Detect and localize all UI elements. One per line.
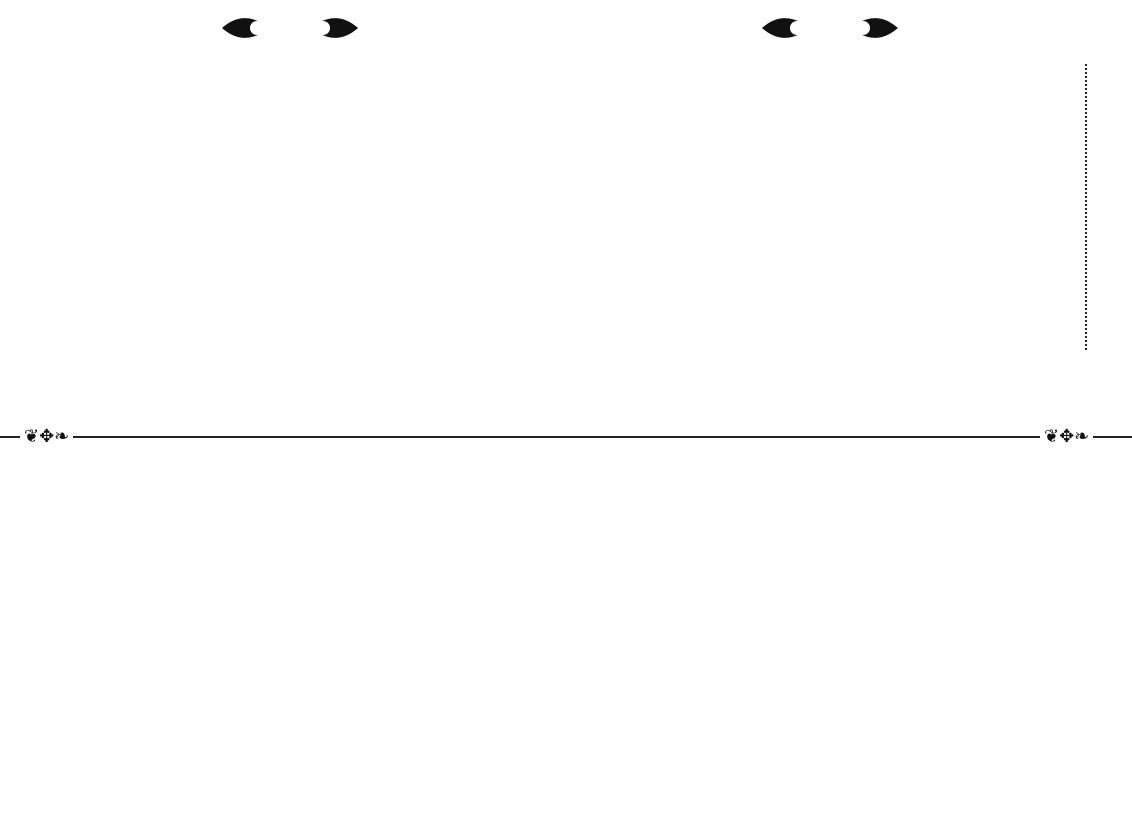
- toc-top-right: [582, 60, 1102, 412]
- toc-top-left: [28, 60, 548, 412]
- title-banner-right: [760, 12, 900, 44]
- toc-entry: [1072, 60, 1102, 412]
- section-divider: [0, 436, 1132, 438]
- toc-bottom-right: [582, 478, 1102, 818]
- flourish-ornament-left: ❦✥❧: [20, 428, 73, 446]
- flourish-ornament-right: ❦✥❧: [1040, 428, 1093, 446]
- leader-dots: [1085, 64, 1087, 350]
- title-banner-left: [220, 12, 360, 44]
- toc-bottom-left: [28, 478, 548, 818]
